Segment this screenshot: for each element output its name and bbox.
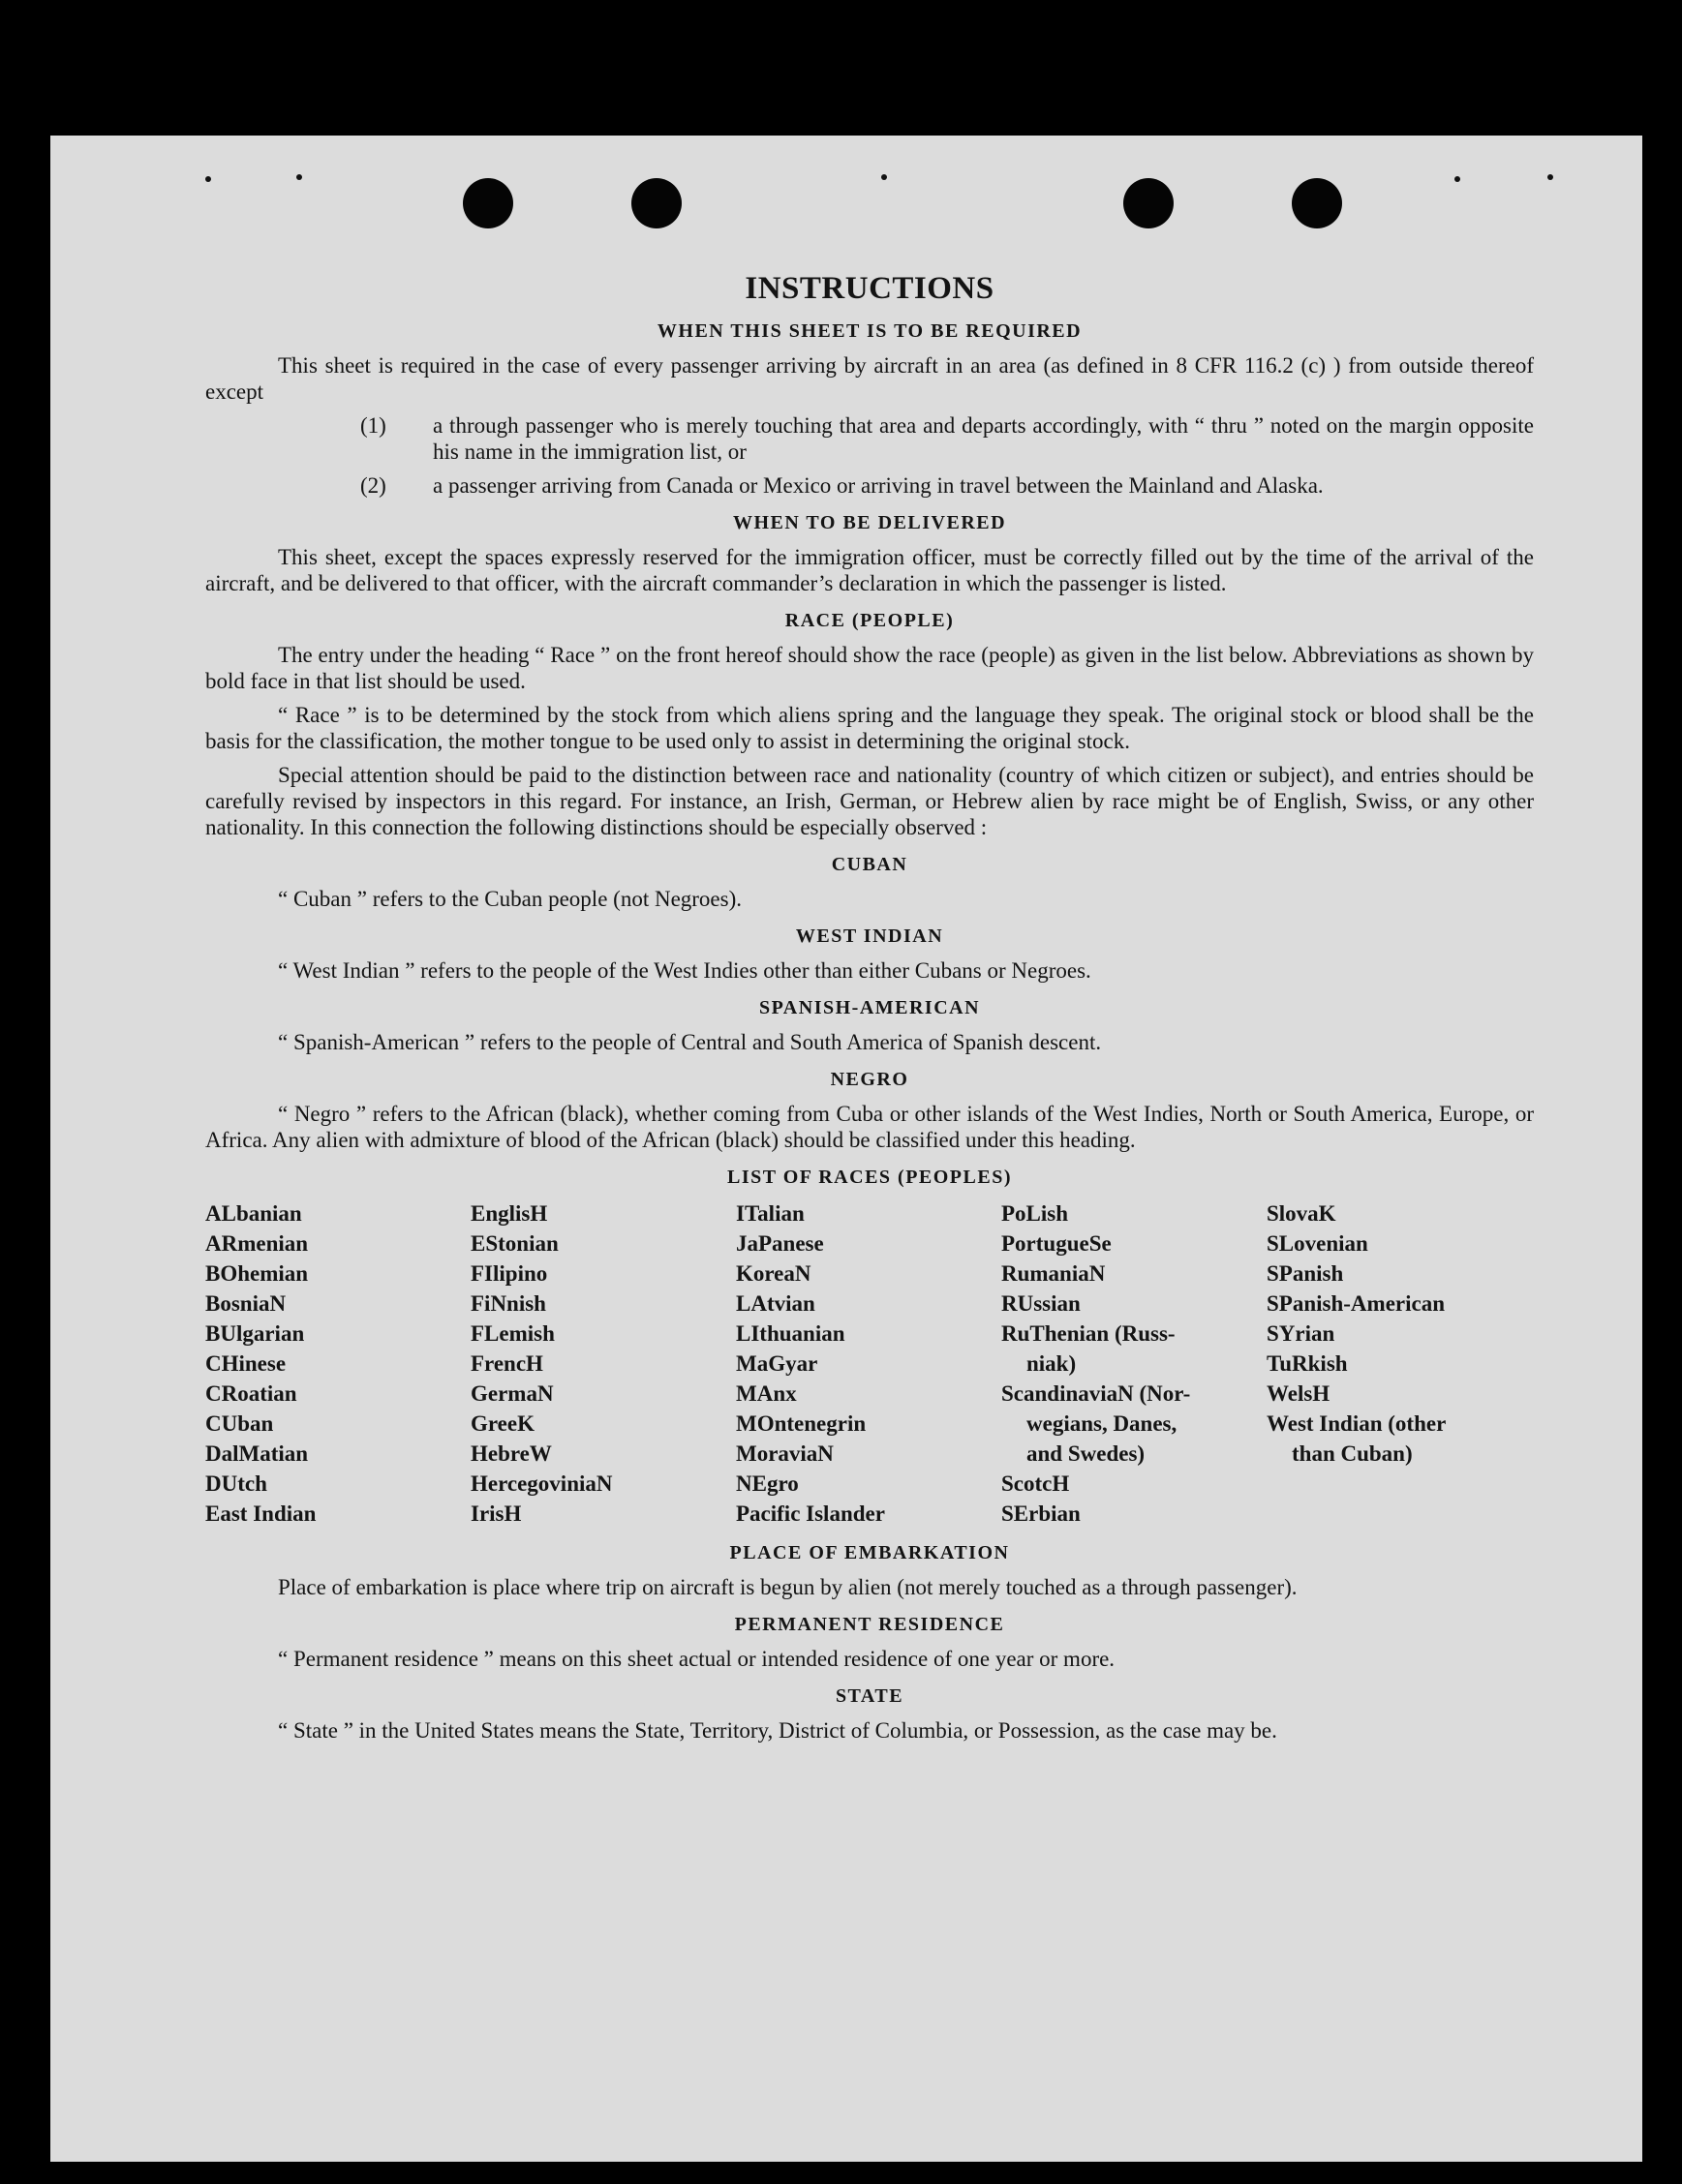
race-entry: RUssian (1001, 1291, 1081, 1316)
race-entry: Pacific Islander (736, 1502, 885, 1526)
race-column (1267, 1198, 1532, 1529)
race-entry: BUlgarian (205, 1321, 305, 1346)
punch-hole (463, 178, 513, 228)
required-intro: This sheet is required in the case of every passenger arriving by aircraft in an area (as defined in 8 CFR 116.2 (c) ) from outside thereof except (205, 353, 1534, 404)
race-entry-continued: niak) (1026, 1351, 1077, 1376)
race-entry: LAtvian (736, 1291, 815, 1316)
race-entry: GreeK (471, 1411, 535, 1436)
section-heading-spanish-american: SPANISH-AMERICAN (758, 997, 981, 1018)
race-entry: PoLish (1001, 1201, 1069, 1226)
race-entry: FIlipino (471, 1261, 548, 1286)
race-entry: IrisH (471, 1502, 522, 1526)
race-entry: EnglisH (471, 1201, 548, 1226)
spanish-american-text: “ Spanish-American ” refers to the people of Central and South America of Spanish descent. (278, 1030, 1102, 1054)
race-entry: MaGyar (736, 1351, 818, 1376)
race-entry: MoraviaN (736, 1441, 834, 1466)
section-heading-west-indian: WEST INDIAN (795, 925, 944, 947)
race-entry: CUban (205, 1411, 274, 1436)
race-entry: MAnx (736, 1381, 797, 1406)
exception-item (205, 412, 1534, 465)
punch-hole (1123, 178, 1174, 228)
document-sheet (50, 136, 1642, 2162)
race-entry: SLovenian (1267, 1231, 1368, 1256)
race-entry: BosniaN (205, 1291, 287, 1316)
section-heading-residence: PERMANENT RESIDENCE (734, 1614, 1005, 1635)
race-entry: KoreaN (736, 1261, 811, 1286)
race-entry: CHinese (205, 1351, 287, 1376)
ink-speck (205, 176, 211, 182)
race-entry: FLemish (471, 1321, 555, 1346)
race-entry: EStonian (471, 1231, 559, 1256)
race-list (205, 1198, 1534, 1529)
race-column (471, 1198, 736, 1529)
ink-speck (881, 174, 887, 180)
ink-speck (1547, 174, 1553, 180)
embarkation-text: Place of embarkation is place where trip on aircraft is begun by alien (not merely touched as a through passenger). (278, 1575, 1298, 1599)
section-heading-state: STATE (835, 1685, 904, 1707)
race-entry: TuRkish (1267, 1351, 1348, 1376)
race-entry: DUtch (205, 1471, 267, 1496)
race-entry: DalMatian (205, 1441, 309, 1466)
race-entry: ALbanian (205, 1201, 302, 1226)
residence-text: “ Permanent residence ” means on this sheet actual or intended residence of one year or more. (278, 1647, 1116, 1671)
race-entry: JaPanese (736, 1231, 824, 1256)
punch-hole (1292, 178, 1342, 228)
race-column (205, 1198, 471, 1529)
exception-text: a through passenger who is merely touching that area and departs accordingly, with “ thru ” noted on the margin opposite his name in the immigration list, or (433, 413, 1534, 464)
ink-speck (1454, 176, 1460, 182)
race-paragraph: Special attention should be paid to the distinction between race and nationality (country of which citizen or subject), and entries should be carefully revised by inspectors in this regard. For instance, an Irish, German, or Hebrew alien by race might be of English, Swiss, or any other nationality. In this connection the following distinctions should be especially observed : (205, 763, 1534, 839)
delivered-text: This sheet, except the spaces expressly reserved for the immigration officer, must be correctly filled out by the time of the arrival of the aircraft, and be delivered to that officer, with the aircraft commander’s declaration in which the passenger is listed. (205, 545, 1534, 595)
exception-text: a passenger arriving from Canada or Mexico or arriving in travel between the Mainland and Alaska. (433, 473, 1324, 498)
race-entry: ITalian (736, 1201, 805, 1226)
exception-number: (2) (360, 473, 386, 498)
race-entry: PortugueSe (1001, 1231, 1112, 1256)
race-entry: BOhemian (205, 1261, 309, 1286)
race-entry-continued: than Cuban) (1292, 1441, 1413, 1466)
race-entry: ScotcH (1001, 1471, 1070, 1496)
race-entry: SPanish-American (1267, 1291, 1445, 1316)
west-indian-text: “ West Indian ” refers to the people of the West Indies other than either Cubans or Negroes. (278, 958, 1091, 983)
race-entry: RumaniaN (1001, 1261, 1106, 1286)
race-entry: HercegoviniaN (471, 1471, 613, 1496)
race-entry: ARmenian (205, 1231, 309, 1256)
race-entry: West Indian (other (1267, 1411, 1447, 1436)
race-entry: SPanish (1267, 1261, 1344, 1286)
section-heading-race: RACE (PEOPLE) (784, 610, 955, 631)
race-column (736, 1198, 1001, 1529)
race-paragraph: “ Race ” is to be determined by the stock from which aliens spring and the language they speak. The original stock or blood shall be the basis for the classification, the mother tongue to be used only to assist in determining the original stock. (205, 703, 1534, 753)
punch-hole (631, 178, 682, 228)
race-entry: FrencH (471, 1351, 543, 1376)
race-entry-continued: wegians, Danes, (1026, 1411, 1177, 1436)
race-entry: FiNnish (471, 1291, 546, 1316)
state-text: “ State ” in the United States means the State, Territory, District of Columbia, or Possession, as the case may be. (278, 1718, 1277, 1743)
race-column (1001, 1198, 1267, 1529)
section-heading-cuban: CUBAN (831, 854, 908, 875)
race-entry: RuThenian (Russ- (1001, 1321, 1176, 1346)
race-entry: SYrian (1267, 1321, 1335, 1346)
race-entry: NEgro (736, 1471, 799, 1496)
negro-text: “ Negro ” refers to the African (black), whether coming from Cuba or other islands of the West Indies, North or South America, Europe, or Africa. Any alien with admixture of blood of the African (black) should be classified under this heading. (205, 1102, 1534, 1152)
exception-number: (1) (360, 413, 386, 438)
section-heading-delivered: WHEN TO BE DELIVERED (732, 512, 1007, 533)
race-entry: HebreW (471, 1441, 552, 1466)
instructions-body (205, 271, 1534, 1744)
page-title: INSTRUCTIONS (745, 271, 994, 306)
exception-item (205, 472, 1534, 499)
race-entry: MOntenegrin (736, 1411, 867, 1436)
race-entry-continued: and Swedes) (1026, 1441, 1146, 1466)
race-entry: East Indian (205, 1502, 317, 1526)
ink-speck (296, 174, 302, 180)
race-entry: SlovaK (1267, 1201, 1336, 1226)
section-heading-list: LIST OF RACES (PEOPLES) (726, 1167, 1012, 1188)
section-heading-negro: NEGRO (830, 1069, 909, 1090)
section-heading-required: WHEN THIS SHEET IS TO BE REQUIRED (657, 320, 1083, 342)
race-entry: SErbian (1001, 1502, 1081, 1526)
cuban-text: “ Cuban ” refers to the Cuban people (not Negroes). (278, 887, 743, 911)
section-heading-embarkation: PLACE OF EMBARKATION (729, 1542, 1010, 1563)
race-paragraph: The entry under the heading “ Race ” on the front hereof should show the race (people) as given in the list below. Abbreviations as shown by bold face in that list should be used. (205, 643, 1534, 693)
race-entry: ScandinaviaN (Nor- (1001, 1381, 1191, 1406)
race-entry: LIthuanian (736, 1321, 845, 1346)
race-entry: GermaN (471, 1381, 554, 1406)
race-entry: CRoatian (205, 1381, 297, 1406)
race-entry: WelsH (1267, 1381, 1330, 1406)
